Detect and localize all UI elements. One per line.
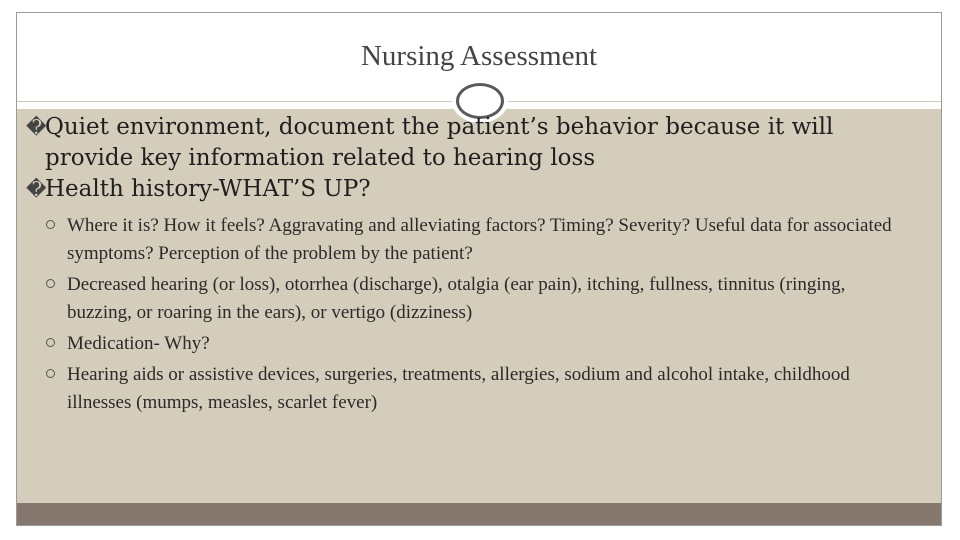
missing-glyph-bullet-icon: � bbox=[26, 115, 47, 139]
sub-bullet-text: Hearing aids or assistive devices, surgeries, treatments, allergies, sodium and alcohol intake, childhood illnesses (mumps, measles, scarlet fever) bbox=[67, 364, 850, 413]
bullet-text: Health history-WHAT’S UP? bbox=[45, 176, 371, 202]
sub-bullet-medication bbox=[26, 330, 906, 358]
ring-bullet-icon bbox=[46, 279, 55, 288]
ring-bullet-icon bbox=[46, 220, 55, 229]
bullet-quiet-environment bbox=[26, 112, 906, 174]
slide-title: Nursing Assessment bbox=[360, 40, 598, 72]
sub-bullet-symptoms bbox=[26, 271, 906, 327]
sub-bullet-text: Where it is? How it feels? Aggravating and alleviating factors? Timing? Severity? Useful data for associated symptoms? Perception of the problem by the patient? bbox=[67, 215, 892, 264]
slide-body bbox=[26, 112, 906, 420]
sub-bullet-text: Medication- Why? bbox=[67, 333, 210, 354]
sub-bullet-text: Decreased hearing (or loss), otorrhea (discharge), otalgia (ear pain), itching, fullness, tinnitus (ringing, buzzing, or roaring in the ears), or vertigo (dizziness) bbox=[67, 274, 846, 323]
sub-bullet-list bbox=[26, 212, 906, 417]
missing-glyph-bullet-icon: � bbox=[26, 177, 47, 201]
ring-bullet-icon bbox=[46, 338, 55, 347]
sub-bullet-hearing-aids bbox=[26, 361, 906, 417]
sub-bullet-where bbox=[26, 212, 906, 268]
footer-bar bbox=[17, 503, 941, 526]
bullet-health-history bbox=[26, 174, 906, 205]
bullet-text: Quiet environment, document the patient’s behavior because it will provide key information related to hearing loss bbox=[45, 114, 834, 171]
ring-bullet-icon bbox=[46, 369, 55, 378]
